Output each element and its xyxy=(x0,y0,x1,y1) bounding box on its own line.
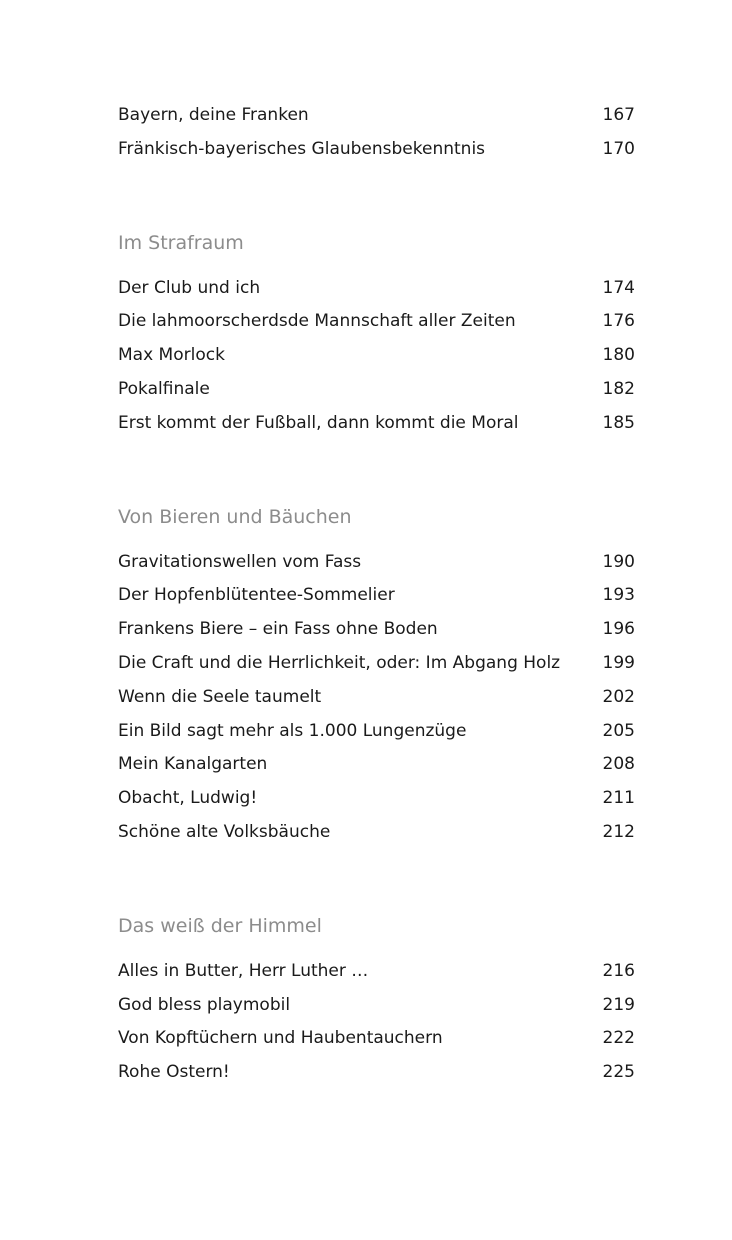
toc-entry-title: Mein Kanalgarten xyxy=(118,754,268,775)
toc-entry-title: Max Morlock xyxy=(118,345,225,366)
toc-entry xyxy=(118,782,635,816)
toc-entry-page: 205 xyxy=(602,720,635,741)
toc-entry-title: Bayern, deine Franken xyxy=(118,105,309,125)
toc-entry-page: 167 xyxy=(602,105,635,125)
toc-entry xyxy=(118,546,635,580)
toc-entry xyxy=(118,715,635,749)
toc-entry-title: Der Hopfenblütentee-Sommelier xyxy=(118,585,395,606)
toc-entry-page: 219 xyxy=(602,994,635,1015)
toc-entry-page: 208 xyxy=(602,754,635,775)
toc-entry-page: 225 xyxy=(602,1062,635,1083)
toc-entry-title: Frankens Biere – ein Fass ohne Boden xyxy=(118,619,438,640)
toc-entry-title: Obacht, Ludwig! xyxy=(118,788,258,809)
section-title: Im Strafraum xyxy=(118,231,244,254)
toc-entry-title: Die lahmoorscherdsde Mannschaft aller Zeiten xyxy=(118,311,516,332)
toc-entry xyxy=(118,613,635,647)
toc-entry-title: Alles in Butter, Herr Luther … xyxy=(118,960,369,981)
toc-section-entries xyxy=(118,955,635,1090)
toc-entry xyxy=(118,407,635,441)
toc-entry-title: Ein Bild sagt mehr als 1.000 Lungenzüge xyxy=(118,720,467,741)
toc-entry xyxy=(118,1022,635,1056)
toc-section-von-bieren-und-baeuchen xyxy=(0,500,732,850)
toc-entry xyxy=(118,272,635,306)
toc-entry xyxy=(118,579,635,613)
toc-entry-title: Der Club und ich xyxy=(118,277,261,298)
toc-entry-page: 202 xyxy=(602,686,635,707)
toc-entry-page: 174 xyxy=(602,277,635,298)
toc-entry-title: Pokalfinale xyxy=(118,378,210,399)
toc-entry-title: Rohe Ostern! xyxy=(118,1062,230,1083)
toc-entry xyxy=(118,816,635,850)
toc-entry-title: Die Craft und die Herrlichkeit, oder: Im Abgang Holz xyxy=(118,652,561,673)
toc-entry xyxy=(118,955,635,989)
toc-entry-page: 190 xyxy=(602,551,635,572)
toc-entry-title: Gravitationswellen vom Fass xyxy=(118,551,362,572)
toc-entry-page: 196 xyxy=(602,619,635,640)
toc-entry xyxy=(118,748,635,782)
section-title: Von Bieren und Bäuchen xyxy=(118,505,352,528)
toc-entry xyxy=(118,989,635,1023)
toc-entry-page: 170 xyxy=(602,138,635,159)
section-title: Das weiß der Himmel xyxy=(118,914,322,937)
toc-entry xyxy=(118,373,635,407)
toc-section-das-weiss-der-himmel xyxy=(0,909,732,1090)
toc-entry xyxy=(118,647,635,681)
toc-section-im-strafraum xyxy=(0,226,732,441)
toc-section-entries xyxy=(118,546,635,850)
toc-entry-page: 180 xyxy=(602,345,635,366)
toc-entry-title: Von Kopftüchern und Haubentauchern xyxy=(118,1028,443,1049)
toc-entry-page: 182 xyxy=(602,378,635,399)
toc-entry xyxy=(118,305,635,339)
toc-entry-title: God bless playmobil xyxy=(118,994,291,1015)
toc-entry xyxy=(118,681,635,715)
toc-entry-page: 193 xyxy=(602,585,635,606)
toc-entry-page: 176 xyxy=(602,311,635,332)
toc-entry-page: 211 xyxy=(602,788,635,809)
toc-entry xyxy=(118,339,635,373)
toc-section-entries xyxy=(118,272,635,441)
toc-entry-title: Wenn die Seele taumelt xyxy=(118,686,322,707)
toc-entry xyxy=(118,99,635,133)
toc-entry-page: 216 xyxy=(602,960,635,981)
toc-entry-title: Schöne alte Volksbäuche xyxy=(118,821,331,842)
toc-entry-page: 199 xyxy=(602,652,635,673)
toc-intro-entries xyxy=(118,99,635,167)
toc-entry xyxy=(118,133,635,167)
toc-entry-page: 222 xyxy=(602,1028,635,1049)
toc-entry-title: Fränkisch-bayerisches Glaubensbekenntnis xyxy=(118,138,486,159)
toc-entry-title: Erst kommt der Fußball, dann kommt die Moral xyxy=(118,412,519,433)
toc-entry-page: 185 xyxy=(602,412,635,433)
toc-entry-page: 212 xyxy=(602,821,635,842)
toc-entry xyxy=(118,1056,635,1090)
